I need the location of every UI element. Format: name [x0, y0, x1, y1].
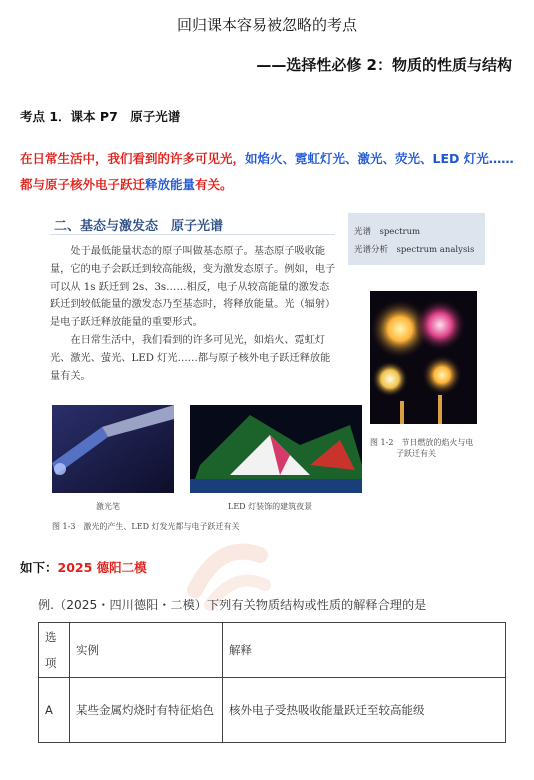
glossary-box [348, 213, 485, 265]
header-explanation: 解释 [223, 623, 506, 678]
header-option: 选项 [39, 623, 70, 678]
source-line [20, 558, 147, 576]
figure-1-2-caption [370, 437, 485, 459]
intro-paragraph [20, 146, 520, 198]
textbook-section-title: 二、基态与激发态 原子光谱 [54, 219, 224, 234]
page-subtitle: ——选择性必修 2：物质的性质与结构 [256, 56, 512, 74]
intro-seg1: 在日常生活中，我们看到的许多可见光， [20, 151, 246, 166]
kaodian-heading: 考点 1．课本 P7 原子光谱 [20, 109, 181, 124]
laser-pointer-photo [52, 405, 174, 493]
intro-seg2: 如焰火、霓虹灯光、激光、荧光、LED 灯光…… [245, 151, 514, 166]
row-example: 某些金属灼烧时有特征焰色 [70, 678, 223, 743]
textbook-body [50, 243, 338, 385]
textbook-para1: 处于最低能量状态的原子叫做基态原子。基态原子吸收能量，它的电子会跃迁到较高能级，变为激发态原子。例如，电子可以从 1s 跃迁到 2s、3s……相反，电子从较高能量的激发态跃迁到较低能量的激发态乃至基态时，将释放能量。光（辐射）是电子跃迁释放能量的重要形式。 [50, 246, 336, 329]
caption-12-line2: 子跃迁有关 [396, 449, 436, 458]
caption-laser: 激光笔 [96, 502, 120, 511]
intro-seg3: 都与原子核外电子跃迁 [20, 177, 146, 192]
page-title: 回归课本容易被忽略的考点 [176, 16, 357, 34]
answer-table [38, 622, 506, 743]
example-question: 例.（2025・四川德阳・二模）下列有关物质结构或性质的解释合理的是 [38, 598, 427, 612]
section-divider [50, 234, 335, 235]
table-row [39, 678, 506, 743]
row-option: A [39, 678, 70, 743]
source-label: 2025 德阳二模 [57, 560, 147, 575]
header-example: 实例 [70, 623, 223, 678]
fireworks-photo [370, 291, 477, 424]
caption-led: LED 灯装饰的建筑夜景 [228, 502, 313, 511]
table-header-row [39, 623, 506, 678]
led-building-photo [190, 405, 362, 493]
intro-seg4: 释放能量 [145, 177, 196, 192]
gloss-line1: 光谱 spectrum [354, 227, 421, 237]
gloss-line2: 光谱分析 spectrum analysis [354, 245, 475, 255]
caption-12-line1: 图 1-2 节日燃放的焰火与电 [370, 438, 474, 447]
intro-seg5: 有关。 [195, 177, 233, 192]
figure-1-3-caption: 图 1-3 激光的产生、LED 灯发光都与电子跃迁有关 [52, 522, 240, 531]
source-prefix: 如下： [20, 560, 58, 575]
textbook-para2: 在日常生活中，我们看到的许多可见光，如焰火、霓虹灯光、激光、萤光、LED 灯光……都与原子核外电子跃迁释放能量有关。 [50, 334, 331, 382]
row-explanation: 核外电子受热吸收能量跃迁至较高能级 [223, 678, 506, 743]
